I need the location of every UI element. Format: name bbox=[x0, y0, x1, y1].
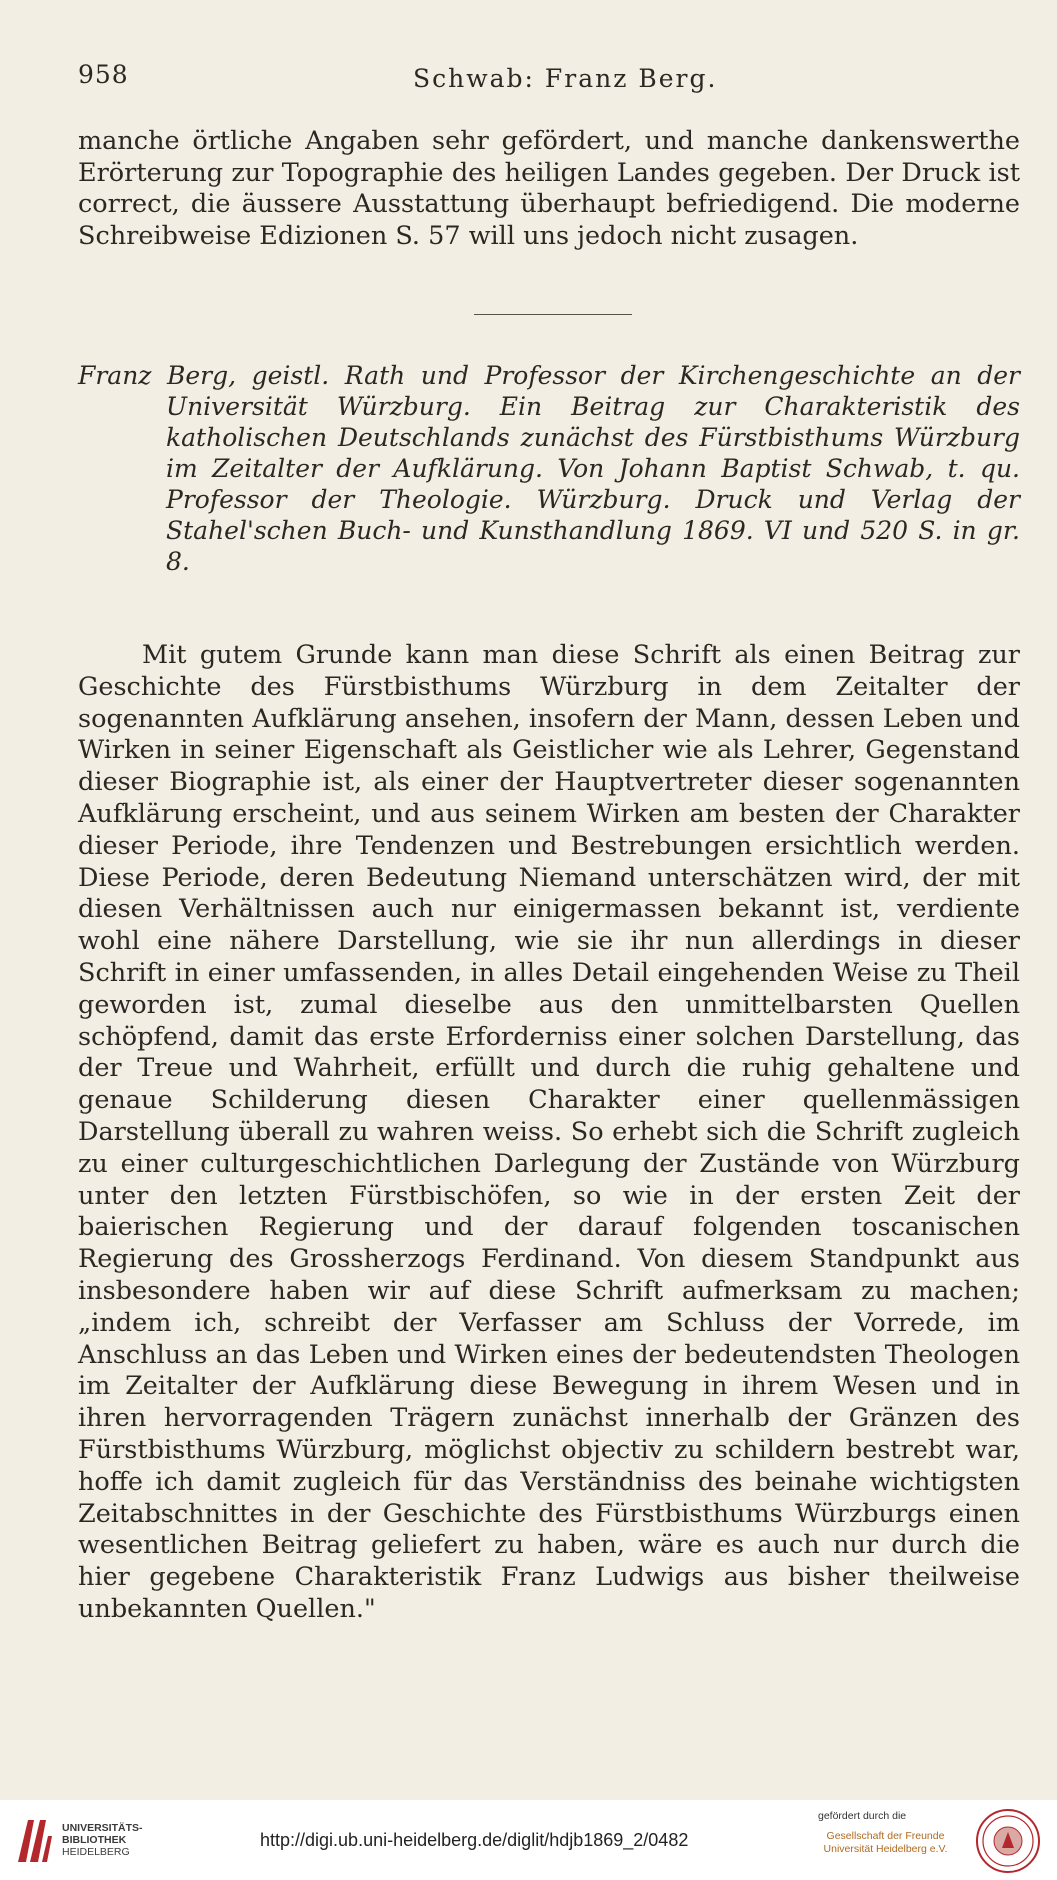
university-seal-icon bbox=[975, 1808, 1041, 1874]
sponsor-label: gefördert durch die bbox=[818, 1810, 907, 1822]
sponsor-name[interactable] bbox=[818, 1830, 953, 1856]
page-number: 958 bbox=[78, 60, 129, 89]
running-head: Schwab: Franz Berg. bbox=[413, 64, 718, 93]
page-header bbox=[78, 60, 1018, 100]
library-name-line-1: UNIVERSITÄTS- bbox=[62, 1822, 143, 1834]
ub-heidelberg-logo-icon[interactable] bbox=[14, 1814, 54, 1866]
review-paragraph: Mit gutem Grunde kann man diese Schrift als einen Beitrag zur Geschichte des Fürstbisthums Würzburg in dem Zeitalter der sogenannten Aufklärung ansehen, insofern der Mann, dessen Leben und Wirken in seiner Eigenschaft als Geistlicher wie als Lehrer, Gegenstand dieser Biographie ist, als einer der Hauptvertreter dieser sogenannten Aufklärung erscheint, und aus seinem Wirken am besten der Charakter dieser Periode, ihre Tendenzen und Bestrebungen ersichtlich werden. Diese Periode, deren Bedeutung Niemand unterschätzen wird, der mit diesen Verhältnissen auch nur einigermassen bekannt ist, verdiente wohl eine nähere Darstellung, wie sie ihr nun allerdings in dieser Schrift in einer umfassenden, in alles Detail eingehenden Weise zu Theil geworden ist, zumal dieselbe aus den unmittelbarsten Quellen schöpfend, damit das erste Erforderniss einer solchen Darstellung, das der Treue und Wahrheit, erfüllt und durch die ruhig gehaltene und genaue Schilderung diesen Charakter einer quellenmässigen Darstellung überall zu wahren weiss. So erhebt sich die Schrift zugleich zu einer culturgeschichtlichen Darlegung der Zustände von Würzburg unter den letzten Fürstbischöfen, so wie in der ersten Zeit der baierischen Regierung und der darauf folgenden toscanischen Regierung des Grossherzogs Ferdinand. Von diesem Standpunkt aus insbesondere haben wir auf diese Schrift aufmerksam zu machen; „indem ich, schreibt der Verfasser am Schluss der Vorrede, im Anschluss an das Leben und Wirken eines der bedeutendsten Theologen im Zeitalter der Aufklärung diese Bewegung in ihrem Wesen und in ihren hervorragenden Trägern zunächst innerhalb der Gränzen des Fürstbisthums Würzburg, möglichst objectiv zu schildern bestrebt war, hoffe ich damit zugleich für das Verständniss des beinahe wichtigsten Zeitabschnittes in der Geschichte des Fürstbisthums Würzburgs einen wesentlichen Beitrag geliefert zu haben, wäre es auch nur durch die hier gegebene Charakteristik Franz Ludwigs aus bisher theilweise unbekannten Quellen." bbox=[78, 640, 1020, 1624]
library-name[interactable] bbox=[62, 1822, 143, 1858]
section-divider bbox=[474, 314, 632, 315]
permalink-url[interactable]: http://digi.ub.uni-heidelberg.de/diglit/hdjb1869_2/0482 bbox=[260, 1830, 689, 1850]
library-name-line-2: BIBLIOTHEK bbox=[62, 1834, 127, 1846]
book-citation: Franz Berg, geistl. Rath und Professor der Kirchengeschichte an der Universität Würzburg. Ein Beitrag zur Charakteristik des katholischen Deutschlands zunächst des Fürstbisthums Würzburg im Zeitalter der Aufklärung. Von Johann Baptist Schwab, t. qu. Professor der Theologie. Würzburg. Druck und Verlag der Stahel'schen Buch- und Kunsthandlung 1869. VI und 520 S. in gr. 8. bbox=[78, 361, 1020, 576]
sponsor-name-line-1: Gesellschaft der Freunde bbox=[826, 1830, 945, 1842]
sponsor-name-line-2: Universität Heidelberg e.V. bbox=[823, 1843, 948, 1855]
library-name-line-3: HEIDELBERG bbox=[62, 1846, 130, 1858]
paragraph-continuation: manche örtliche Angaben sehr gefördert, und manche dankenswerthe Erörterung zur Topographie des heiligen Landes gegeben. Der Druck ist correct, die äussere Ausstattung überhaupt befriedigend. Die moderne Schreibweise Edizionen S. 57 will uns jedoch nicht zusagen. bbox=[78, 126, 1020, 251]
footer-bar bbox=[0, 1800, 1057, 1880]
